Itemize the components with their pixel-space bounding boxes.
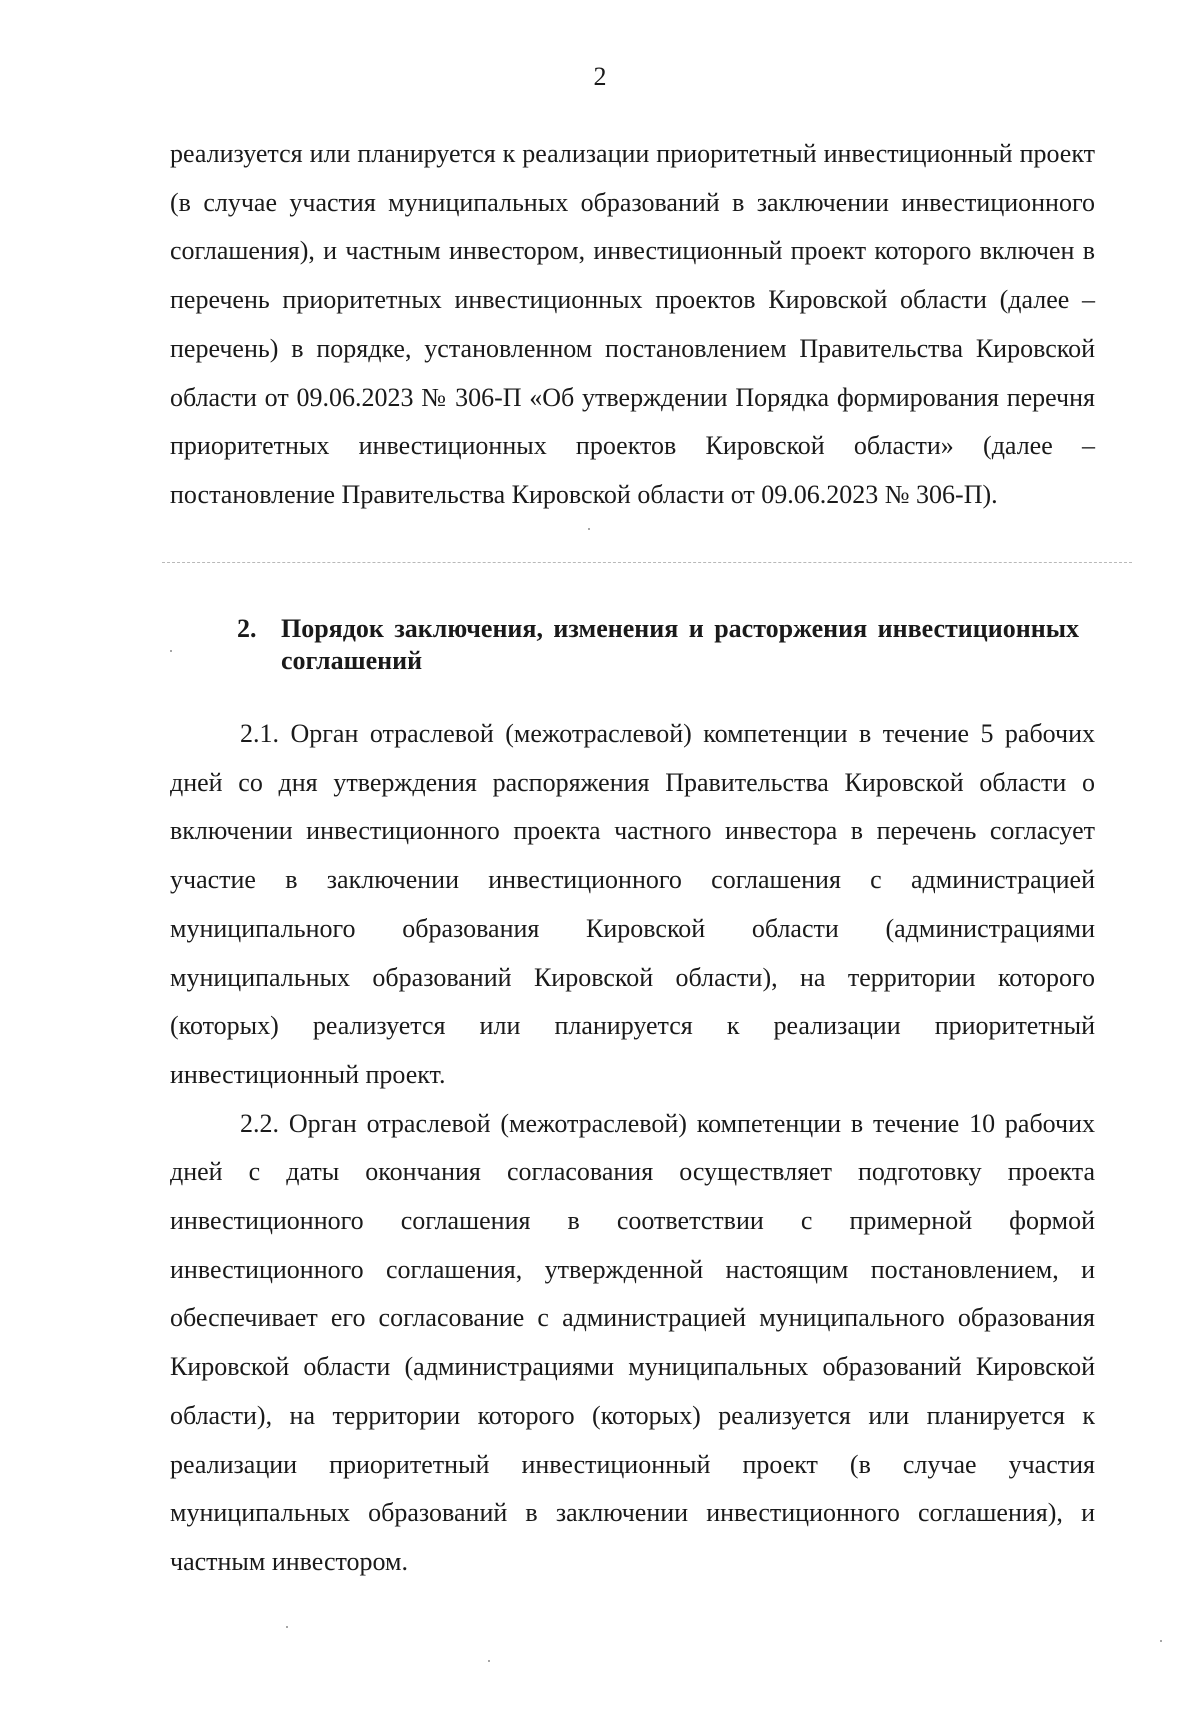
scan-speck [488,1660,490,1662]
section-heading-number: 2. [237,614,257,643]
page-number: 2 [593,62,607,91]
section-heading [237,613,1079,677]
scan-speck [170,650,172,652]
section-heading-title: Порядок заключения, изменения и расторжения инвестиционных соглашений [281,614,1079,675]
scan-speck [588,528,590,530]
scan-speck [1160,1640,1162,1642]
scan-artifact-line [162,562,1132,563]
section-body [170,710,1095,1587]
paragraph-2-1: 2.1. Орган отраслевой (межотраслевой) компетенции в течение 5 рабочих дней со дня утверждения распоряжения Правительства Кировской области о включении инвестиционного проекта частного инвестора в перечень согласует участие в заключении инвестиционного соглашения с администрацией муниципального образования Кировской области (администрациями муниципальных образований Кировской области), на территории которого (которых) реализуется или планируется к реализации приоритетный инвестиционный проект. [170,719,1095,1089]
continuation-paragraph: реализуется или планируется к реализации приоритетный инвестиционный проект (в случае участия муниципальных образований в заключении инвестиционного соглашения), и частным инвестором, инвестиционный проект которого включен в перечень приоритетных инвестиционных проектов Кировской области (далее – перечень) в порядке, установленном постановлением Правительства Кировской области от 09.06.2023 № 306-П «Об утверждении Порядка формирования перечня приоритетных инвестиционных проектов Кировской области» (далее – постановление Правительства Кировской области от 09.06.2023 № 306-П). [170,139,1095,509]
continuation-block [170,130,1095,520]
paragraph-2-2: 2.2. Орган отраслевой (межотраслевой) компетенции в течение 10 рабочих дней с даты окончания согласования осуществляет подготовку проекта инвестиционного соглашения в соответствии с примерной формой инвестиционного соглашения, утвержденной настоящим постановлением, и обеспечивает его согласование с администрацией муниципального образования Кировской области (администрациями муниципальных образований Кировской области), на территории которого (которых) реализуется или планируется к реализации приоритетный инвестиционный проект (в случае участия муниципальных образований в заключении инвестиционного соглашения), и частным инвестором. [170,1108,1095,1576]
scan-speck [286,1626,288,1628]
